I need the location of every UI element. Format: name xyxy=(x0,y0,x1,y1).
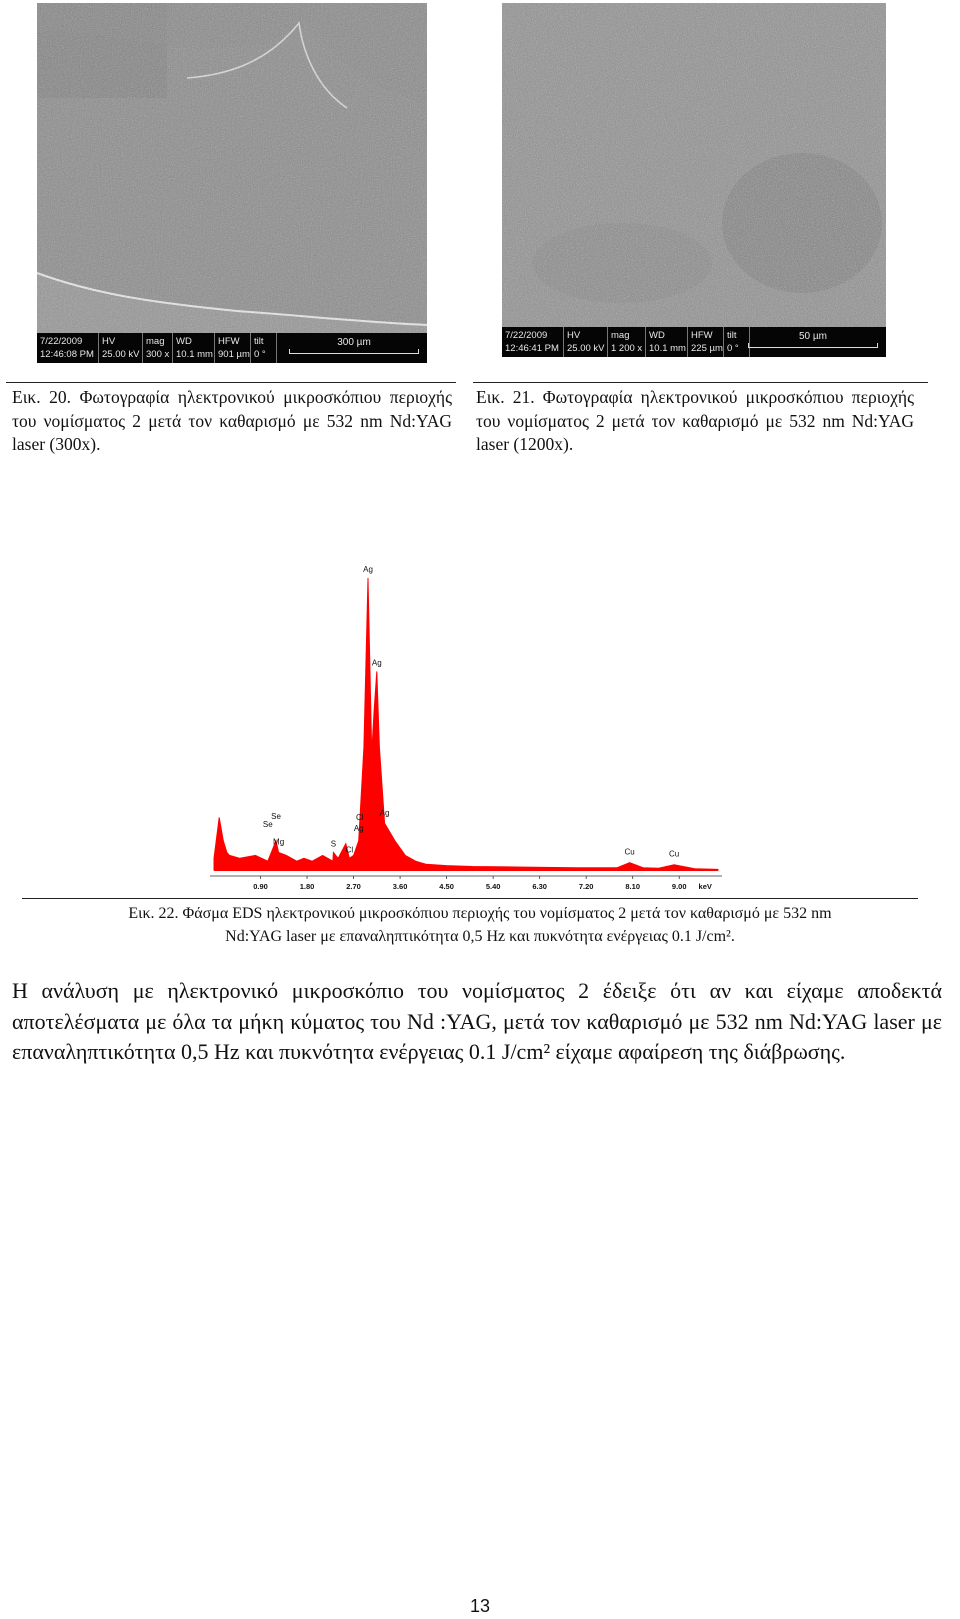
eds-peak-labels xyxy=(263,565,679,859)
peak-label-ag: Ag xyxy=(353,823,364,833)
sem-info-bar: 7/22/2009 12:46:41 PM HV 25.00 kV mag 1 200 x WD 10.1 mm HFW 225 µm tilt 0 ° 50 µm xyxy=(502,327,886,357)
peak-label-s: S xyxy=(330,839,337,849)
sem-surface-texture xyxy=(502,3,886,327)
body-paragraph: Η ανάλυση με ηλεκτρονικό μικροσκόπιο του νομίσματος 2 έδειξε ότι αν και είχαμε αποδεκτά αποτελέσματα με όλα τα μήκη κύματος του Nd :YAG, μετά τον καθαρισμό με 532 nm Nd:YAG laser με επαναληπτικότητα 0,5 Hz και πυκνότητα ενέργειας 0.1 J/cm² είχαμε αφαίρεση της διάβρωσης. xyxy=(12,978,942,1064)
peak-label-se: Se xyxy=(262,820,273,830)
eds-x-axis xyxy=(210,876,722,891)
peak-label-cu: Cu xyxy=(668,849,680,859)
sem-info-bar: 7/22/2009 12:46:08 PM HV 25.00 kV mag 300 x WD 10.1 mm HFW 901 µm tilt 0 ° 300 µm xyxy=(37,333,427,363)
sem-surface-texture xyxy=(37,3,427,333)
peak-label-cl: Cl xyxy=(355,813,364,823)
x-tick-label: 8.10 xyxy=(625,882,641,891)
peak-label-ag: Ag xyxy=(379,808,390,818)
page-number: 13 xyxy=(469,1596,491,1616)
caption-rule-right xyxy=(473,382,928,383)
peak-label-ag: Ag xyxy=(363,565,373,574)
x-axis-unit: keV xyxy=(698,882,712,891)
sem-micrograph-1200x xyxy=(502,3,886,357)
x-tick-label: 5.40 xyxy=(485,882,501,891)
sem-micrograph-300x xyxy=(37,3,427,363)
x-tick-label: 4.50 xyxy=(439,882,454,891)
figure-21-caption: Εικ. 21. Φωτογραφία ηλεκτρονικού μικροσκόπιου περιοχής του νομίσματος 2 μετά τον καθαρισμό με 532 nm Nd:YAG laser (1200x). xyxy=(476,387,914,454)
caption-rule-left xyxy=(6,382,456,383)
peak-label-cu: Cu xyxy=(624,847,635,857)
x-tick-label: 6.30 xyxy=(532,882,547,891)
x-tick-label: 2.70 xyxy=(346,882,361,891)
peak-label-ag: Ag xyxy=(371,658,382,668)
figure-20-caption: Εικ. 20. Φωτογραφία ηλεκτρονικού μικροσκόπιου περιοχής του νομίσματος 2 μετά τον καθαρισμό με 532 nm Nd:YAG laser (300x). xyxy=(12,387,452,454)
x-tick-label: 9.00 xyxy=(671,882,687,891)
x-tick-label: 3.60 xyxy=(392,882,408,891)
figure-22-caption-line-1: Εικ. 22. Φάσμα EDS ηλεκτρονικού μικροσκόπιου περιοχής του νομίσματος 2 μετά τον καθαρισμό με 532 nm xyxy=(128,905,832,922)
figure-22-caption-line-2: Nd:YAG laser με επαναληπτικότητα 0,5 Hz και πυκνότητα ενέργειας 0.1 J/cm². xyxy=(225,928,735,945)
x-tick-label: 1.80 xyxy=(299,882,315,891)
x-tick-label: 7.20 xyxy=(578,882,594,891)
eds-spectrum-chart xyxy=(210,565,730,895)
scale-bar: 50 µm xyxy=(748,331,878,348)
scale-bar: 300 µm xyxy=(289,337,419,354)
peak-label-mg: Mg xyxy=(273,837,285,847)
x-tick-label: 0.90 xyxy=(253,882,268,891)
figure-22-rule xyxy=(22,898,918,899)
peak-label-se: Se xyxy=(271,811,281,821)
spectrum-area xyxy=(214,578,718,870)
eds-plot-area xyxy=(214,578,718,870)
peak-label-cl: Cl xyxy=(345,845,354,855)
